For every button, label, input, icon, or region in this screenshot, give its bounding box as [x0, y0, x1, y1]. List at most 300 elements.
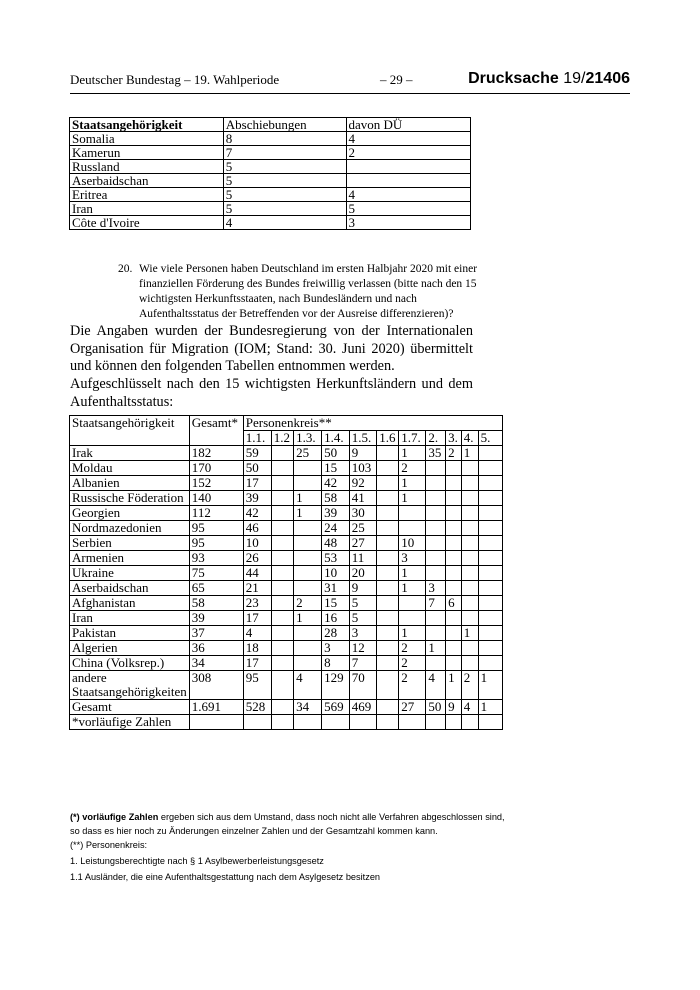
table-cell	[271, 596, 293, 611]
table-cell	[461, 551, 478, 566]
footnote-item: 1.1 Ausländer, die eine Aufenthaltsgestattung nach dem Asylgesetz besitzen	[70, 872, 381, 882]
table-cell	[243, 715, 271, 730]
table-cell	[478, 461, 502, 476]
table-subheader: 1.2	[271, 431, 293, 446]
table-cell: 5	[223, 188, 346, 202]
footnote-bold: (*) vorläufige Zahlen	[70, 812, 159, 822]
row-label: andere Staatsangehörigkeiten	[70, 671, 190, 700]
table-cell: 95	[243, 671, 271, 700]
table-cell	[478, 715, 502, 730]
doc-number: 21406	[585, 70, 630, 87]
table-cell: 18	[243, 641, 271, 656]
table-cell: 5	[223, 160, 346, 174]
table-cell	[377, 626, 399, 641]
table-cell: 1	[399, 626, 426, 641]
row-label: Gesamt	[70, 700, 190, 715]
table-cell: 17	[243, 611, 271, 626]
table-cell	[294, 581, 322, 596]
table-cell: 70	[349, 671, 377, 700]
table-cell: 35	[426, 446, 446, 461]
table-cell: 27	[399, 700, 426, 715]
table-cell: 34	[294, 700, 322, 715]
table-row	[70, 476, 503, 491]
table-cell	[426, 536, 446, 551]
table-cell	[446, 656, 462, 671]
table-cell: 7	[223, 146, 346, 160]
table-cell: 1	[399, 446, 426, 461]
table-cell	[461, 536, 478, 551]
row-label: Albanien	[70, 476, 190, 491]
header-title: Deutscher Bundestag – 19. Wahlperiode	[70, 72, 280, 87]
table-cell	[461, 715, 478, 730]
table-row	[70, 536, 503, 551]
table-cell: 2	[446, 446, 462, 461]
table-cell	[271, 521, 293, 536]
table-cell: 1	[294, 491, 322, 506]
table-cell: 7	[426, 596, 446, 611]
table-row	[70, 671, 503, 700]
table-cell: 182	[189, 446, 243, 461]
table-cell	[377, 641, 399, 656]
table-row	[70, 700, 503, 715]
row-label: Afghanistan	[70, 596, 190, 611]
table-cell	[271, 641, 293, 656]
table-row	[70, 581, 503, 596]
table-cell: 42	[243, 506, 271, 521]
table-cell	[294, 476, 322, 491]
table-cell: 44	[243, 566, 271, 581]
table-cell	[461, 656, 478, 671]
table-row	[70, 216, 471, 230]
table-cell: 9	[446, 700, 462, 715]
table-subheader: 1.7.	[399, 431, 426, 446]
table-cell: 1	[478, 700, 502, 715]
voluntary-return-table	[69, 415, 503, 730]
table-cell: 3	[426, 581, 446, 596]
table-cell	[461, 611, 478, 626]
table-cell	[271, 671, 293, 700]
table-cell: 42	[322, 476, 350, 491]
table-cell	[377, 446, 399, 461]
table-cell	[377, 581, 399, 596]
table-cell: 308	[189, 671, 243, 700]
table-cell: 16	[322, 611, 350, 626]
table-cell: 152	[189, 476, 243, 491]
footnote-personenkreis: (**) Personenkreis:	[70, 840, 148, 850]
table-cell	[271, 611, 293, 626]
page-header	[70, 70, 630, 90]
table-cell: 39	[243, 491, 271, 506]
table-cell	[294, 641, 322, 656]
table-cell: 1	[399, 566, 426, 581]
row-label: Armenien	[70, 551, 190, 566]
table-cell: 27	[349, 536, 377, 551]
table-cell: 58	[322, 491, 350, 506]
table-cell: 4	[294, 671, 322, 700]
table-cell: 9	[349, 581, 377, 596]
table-cell	[478, 446, 502, 461]
table-cell: 1	[478, 671, 502, 700]
table-cell: 41	[349, 491, 377, 506]
table-cell: Côte d'Ivoire	[70, 216, 224, 230]
table-cell	[399, 506, 426, 521]
table-header-row	[70, 118, 471, 132]
table-cell: 1.691	[189, 700, 243, 715]
row-label: Aserbaidschan	[70, 581, 190, 596]
table-cell: 39	[189, 611, 243, 626]
table-cell: 1	[399, 491, 426, 506]
table-cell	[377, 476, 399, 491]
table-cell: 2	[399, 671, 426, 700]
table-cell	[399, 596, 426, 611]
table-cell	[446, 566, 462, 581]
table-subheader: 1.4.	[322, 431, 350, 446]
table-cell: 28	[322, 626, 350, 641]
table-cell: 3	[349, 626, 377, 641]
table-cell: 15	[322, 596, 350, 611]
table-cell: 1	[294, 611, 322, 626]
table-cell: 129	[322, 671, 350, 700]
table-cell: 4	[426, 671, 446, 700]
page-number: – 29 –	[380, 72, 413, 87]
table-cell	[271, 626, 293, 641]
table-cell: 36	[189, 641, 243, 656]
table-cell	[294, 536, 322, 551]
table-cell: 23	[243, 596, 271, 611]
table-cell	[271, 551, 293, 566]
table-cell	[426, 521, 446, 536]
table-cell	[426, 491, 446, 506]
table-subheader: 4.	[461, 431, 478, 446]
table-cell	[461, 566, 478, 581]
table-cell	[271, 491, 293, 506]
question-text: Wie viele Personen haben Deutschland im ersten Halbjahr 2020 mit einer finanziellen Förderung des Bundes freiwillig verlassen (bitte nach den 15 wichtigsten Herkunftsstaaten, nach Bundesländern und nach Aufenthaltsstatus der Betreffenden vor der Ausreise differenzieren)?	[139, 263, 478, 320]
table-cell	[346, 160, 470, 174]
table-cell	[271, 715, 293, 730]
doc-label: Drucksache	[468, 70, 559, 87]
table-cell	[399, 715, 426, 730]
table-row	[70, 202, 471, 216]
table-cell: 10	[243, 536, 271, 551]
table-cell	[294, 521, 322, 536]
table-cell: 1	[426, 641, 446, 656]
table-cell	[461, 506, 478, 521]
table-cell: 5	[223, 174, 346, 188]
table-subheader: 3.	[446, 431, 462, 446]
row-label: Serbien	[70, 536, 190, 551]
table-cell	[478, 551, 502, 566]
table-cell	[426, 626, 446, 641]
table-cell: 4	[461, 700, 478, 715]
table-cell: 50	[426, 700, 446, 715]
table-cell: 48	[322, 536, 350, 551]
table-cell	[461, 596, 478, 611]
table-row	[70, 656, 503, 671]
table-row	[70, 715, 503, 730]
table-header: Personenkreis**	[243, 416, 502, 431]
table-cell	[478, 506, 502, 521]
table-cell: 5	[346, 202, 470, 216]
table-cell: 30	[349, 506, 377, 521]
table-cell: Kamerun	[70, 146, 224, 160]
table-cell	[426, 611, 446, 626]
table-subheader: 2.	[426, 431, 446, 446]
table-cell: 58	[189, 596, 243, 611]
table-cell	[349, 715, 377, 730]
table-row	[70, 146, 471, 160]
table-cell: 46	[243, 521, 271, 536]
table-cell: 95	[189, 536, 243, 551]
table-cell	[446, 611, 462, 626]
table-cell	[446, 641, 462, 656]
table-cell: 1	[399, 476, 426, 491]
table-cell: 9	[349, 446, 377, 461]
table-cell: 1	[446, 671, 462, 700]
table-cell: 3	[322, 641, 350, 656]
table-row	[70, 551, 503, 566]
table-cell	[461, 581, 478, 596]
table-cell	[271, 446, 293, 461]
table-cell	[377, 506, 399, 521]
table-cell: 50	[322, 446, 350, 461]
table-cell	[377, 491, 399, 506]
table-cell: 50	[243, 461, 271, 476]
row-label: Nordmazedonien	[70, 521, 190, 536]
table-cell	[478, 641, 502, 656]
table-cell: 2	[399, 656, 426, 671]
row-label: Algerien	[70, 641, 190, 656]
table-cell: 39	[322, 506, 350, 521]
row-label: Iran	[70, 611, 190, 626]
row-label: Irak	[70, 446, 190, 461]
table-cell: 4	[243, 626, 271, 641]
table-cell: 112	[189, 506, 243, 521]
table-cell: 31	[322, 581, 350, 596]
table-cell	[426, 551, 446, 566]
table-cell: 170	[189, 461, 243, 476]
table-cell: 2	[399, 461, 426, 476]
table-cell: 1	[399, 581, 426, 596]
row-label: *vorläufige Zahlen	[70, 715, 190, 730]
table-subheader: 1.1.	[243, 431, 271, 446]
table-row	[70, 461, 503, 476]
table-cell: 5	[223, 202, 346, 216]
row-label: Pakistan	[70, 626, 190, 641]
table-cell	[294, 626, 322, 641]
table-row	[70, 446, 503, 461]
table-row	[70, 132, 471, 146]
table-row	[70, 521, 503, 536]
table-row	[70, 174, 471, 188]
table-cell	[426, 566, 446, 581]
table-cell	[461, 461, 478, 476]
table-cell: 17	[243, 656, 271, 671]
table-cell: 15	[322, 461, 350, 476]
row-label: Georgien	[70, 506, 190, 521]
table-cell	[271, 506, 293, 521]
table-header: Abschiebungen	[223, 118, 346, 132]
table-cell: 469	[349, 700, 377, 715]
table-cell	[446, 461, 462, 476]
table-cell	[478, 626, 502, 641]
table-cell	[377, 611, 399, 626]
table-subheader: 1.3.	[294, 431, 322, 446]
table-cell: 65	[189, 581, 243, 596]
table-cell	[478, 491, 502, 506]
table-header: Staatsangehörigkeit	[70, 416, 190, 446]
table-cell	[478, 521, 502, 536]
table-cell	[461, 476, 478, 491]
table-subheader: 1.5.	[349, 431, 377, 446]
table-cell	[446, 581, 462, 596]
table-cell: 26	[243, 551, 271, 566]
row-label: Moldau	[70, 461, 190, 476]
table-cell: 8	[322, 656, 350, 671]
table-cell: 37	[189, 626, 243, 641]
row-label: China (Volksrep.)	[70, 656, 190, 671]
table-cell	[189, 715, 243, 730]
table-cell: 93	[189, 551, 243, 566]
table-cell	[478, 566, 502, 581]
table-cell	[446, 626, 462, 641]
table-row	[70, 160, 471, 174]
doc-number-prefix: 19/	[563, 70, 586, 87]
table-cell	[377, 461, 399, 476]
table-row	[70, 596, 503, 611]
table-cell: 1	[294, 506, 322, 521]
footnote-text: ergeben sich aus dem Umstand, dass noch nicht alle Verfahren abgeschlossen sind, so dass es hier noch zu Änderungen einzelner Zahlen und der Gesamtzahl kommen kann.	[70, 812, 505, 836]
table-cell: Iran	[70, 202, 224, 216]
table-cell	[426, 506, 446, 521]
table-cell: 3	[346, 216, 470, 230]
table-row	[70, 611, 503, 626]
table-cell: 53	[322, 551, 350, 566]
table-cell: 12	[349, 641, 377, 656]
table-cell	[399, 521, 426, 536]
table-cell	[426, 656, 446, 671]
table-cell: 6	[446, 596, 462, 611]
table-cell	[478, 476, 502, 491]
table-header: Gesamt*	[189, 416, 243, 446]
table-cell	[271, 700, 293, 715]
table-cell: 34	[189, 656, 243, 671]
table-cell	[446, 536, 462, 551]
table-cell: 5	[349, 611, 377, 626]
table-row	[70, 188, 471, 202]
table-subheader: 5.	[478, 431, 502, 446]
table-header: davon DÜ	[346, 118, 470, 132]
table-cell	[271, 566, 293, 581]
header-rule	[70, 93, 630, 94]
table-cell: 92	[349, 476, 377, 491]
table-header: Staatsangehörigkeit	[70, 118, 224, 132]
table-cell	[478, 611, 502, 626]
footnote-provisional	[70, 810, 510, 838]
table-row	[70, 566, 503, 581]
table-cell	[461, 491, 478, 506]
table-cell	[461, 641, 478, 656]
row-label: Ukraine	[70, 566, 190, 581]
table-cell	[271, 536, 293, 551]
table-cell	[377, 551, 399, 566]
table-cell	[446, 476, 462, 491]
table-cell	[294, 656, 322, 671]
table-cell	[271, 476, 293, 491]
answer-paragraph: Die Angaben wurden der Bundesregierung von der Internationalen Organisation für Migration (IOM; Stand: 30. Juni 2020) übermittelt und können den folgenden Tabellen entnommen werden.	[70, 323, 473, 374]
table-cell: 5	[349, 596, 377, 611]
table-cell: 95	[189, 521, 243, 536]
table-cell: Eritrea	[70, 188, 224, 202]
table-subheader: 1.6	[377, 431, 399, 446]
table-cell	[377, 566, 399, 581]
table-cell	[294, 551, 322, 566]
table-cell: 4	[223, 216, 346, 230]
table-cell: 10	[322, 566, 350, 581]
table-cell	[426, 461, 446, 476]
deportation-table	[69, 117, 471, 230]
table-cell	[446, 551, 462, 566]
table-row	[70, 491, 503, 506]
table-cell	[294, 715, 322, 730]
table-cell: 59	[243, 446, 271, 461]
table-cell	[322, 715, 350, 730]
table-cell: 1	[461, 626, 478, 641]
table-cell: 75	[189, 566, 243, 581]
table-cell	[271, 461, 293, 476]
table-cell: 25	[294, 446, 322, 461]
table-cell: Russland	[70, 160, 224, 174]
answer-paragraph: Aufgeschlüsselt nach den 15 wichtigsten Herkunftsländern und dem Aufenthaltsstatus:	[70, 376, 473, 410]
table-cell: 10	[399, 536, 426, 551]
table-cell: 569	[322, 700, 350, 715]
table-cell: 8	[223, 132, 346, 146]
table-cell: Aserbaidschan	[70, 174, 224, 188]
table-cell	[271, 581, 293, 596]
table-cell	[478, 656, 502, 671]
table-cell: 103	[349, 461, 377, 476]
table-cell: 2	[461, 671, 478, 700]
table-cell: 140	[189, 491, 243, 506]
table-cell	[478, 596, 502, 611]
table-cell: 11	[349, 551, 377, 566]
table-cell	[294, 566, 322, 581]
table-row	[70, 641, 503, 656]
question-number: 20.	[118, 263, 133, 275]
table-cell: 2	[399, 641, 426, 656]
table-cell	[377, 715, 399, 730]
table-cell: 21	[243, 581, 271, 596]
table-cell	[426, 476, 446, 491]
table-cell: 25	[349, 521, 377, 536]
table-row	[70, 626, 503, 641]
footnote-item: 1. Leistungsberechtigte nach § 1 Asylbewerberleistungsgesetz	[70, 856, 324, 866]
table-cell: 2	[346, 146, 470, 160]
table-cell	[446, 491, 462, 506]
table-cell: 7	[349, 656, 377, 671]
table-cell	[446, 521, 462, 536]
row-label: Russische Föderation	[70, 491, 190, 506]
table-cell	[377, 536, 399, 551]
table-cell	[446, 506, 462, 521]
table-cell	[294, 461, 322, 476]
table-cell	[377, 656, 399, 671]
table-cell	[446, 715, 462, 730]
table-cell: 2	[294, 596, 322, 611]
table-cell	[426, 715, 446, 730]
table-cell: 1	[461, 446, 478, 461]
table-cell: 4	[346, 132, 470, 146]
table-cell: 3	[399, 551, 426, 566]
